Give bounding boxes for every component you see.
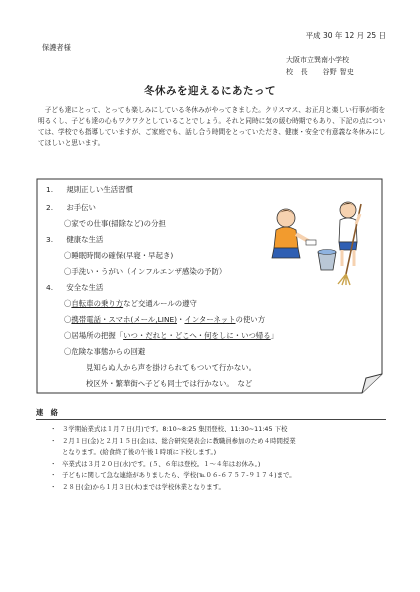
- section-4-item-4: 〇危険な事態からの回避: [64, 347, 146, 356]
- avoidance-note-2: 校区外・繁華街へ子ども同士では行かない。 など: [86, 379, 253, 388]
- bullet-mark: ・: [50, 459, 57, 468]
- whereabouts-close: 」: [270, 331, 279, 340]
- bullet-mark: ・: [50, 425, 57, 433]
- contact-item-text: 子どもに関して急な連絡がありましたら、学校(℡０６-６７５７-９１７４)まで。: [62, 471, 296, 480]
- separator-text: ・: [177, 315, 185, 324]
- section-3: [46, 234, 103, 245]
- contact-item-text: ３学期始業式は１月７日(月)です。8:10~8:25 集団登校、11:30~11:45 下校: [62, 425, 288, 433]
- section-4-item-1: [64, 298, 197, 309]
- section-1-number: 1.: [46, 185, 54, 194]
- section-4-item-3: [64, 330, 278, 341]
- document-date: 平成 30 年 12 月 25 日: [305, 31, 386, 40]
- document-title: 冬休みを迎えるにあたって: [144, 85, 276, 97]
- contact-divider: [36, 419, 386, 420]
- contact-heading: 連 絡: [36, 408, 58, 420]
- section-4: [46, 282, 103, 293]
- contact-item-text: 卒業式は３月２０日(水)です。(５、６年は登校。１～４年はお休み。): [62, 459, 261, 468]
- contact-item-continuation: となります。(給食終了後の午後１時頃に下校します。): [62, 448, 217, 457]
- avoidance-note-1: 見知らぬ人から声を掛けられてもついて行かない。: [86, 363, 256, 372]
- bullet-mark: ・: [50, 436, 57, 445]
- contact-item: [50, 436, 390, 448]
- principal-name: 校 長 谷野 智史: [286, 68, 355, 76]
- section-4-item-2: [64, 314, 265, 325]
- whereabouts-detail: いつ・だれと・どこへ・何をしに・いつ帰る: [123, 331, 271, 340]
- section-1-title: 規則正しい生活習慣: [66, 185, 133, 194]
- section-2-title: お手伝い: [66, 203, 96, 212]
- guidelines-box: [36, 178, 383, 394]
- bullet-mark: ・: [50, 471, 57, 480]
- contact-item-text: ２月１日(金)と２月１５日(金)は、総合研究発表会に教職員参加のため４時間授業: [62, 436, 296, 445]
- section-3-number: 3.: [46, 235, 54, 244]
- section-3-title: 健康な生活: [66, 235, 104, 244]
- bicycle-text: 自転車の乗り方: [71, 299, 124, 308]
- section-4-number: 4.: [46, 283, 54, 292]
- school-name: 大阪市立巽南小学校: [286, 56, 349, 64]
- contact-item: [50, 459, 390, 471]
- section-4-title: 安全な生活: [66, 283, 104, 292]
- bullet-mark: ・: [50, 482, 57, 491]
- children-cleaning-illustration: [260, 196, 370, 286]
- item-mark: 〇: [64, 299, 72, 308]
- section-2: [46, 202, 96, 213]
- section-3-item-2: 〇手洗い・うがい（インフルエンザ感染の予防）: [64, 267, 227, 276]
- contact-item: [50, 482, 390, 494]
- section-2-number: 2.: [46, 203, 54, 212]
- whereabouts-text: 〇居場所の把握「: [64, 331, 124, 340]
- phone-text: 携帯電話・スマホ(メール,LINE): [71, 315, 178, 324]
- contact-item: [50, 424, 390, 436]
- section-3-item-1: 〇睡眠時間の確保(早寝・早起き): [64, 251, 174, 260]
- contact-list: [50, 424, 390, 494]
- usage-text: の使い方: [235, 315, 266, 324]
- traffic-rules-text: など交通ルールの遵守: [123, 299, 197, 308]
- intro-paragraph: 子ども達にとって、とっても楽しみにしている冬休みがやってきました。クリスマス、お正月と楽しい行事が街を明るくし、子ども達の心もワクワクとしていることでしょう。それと同時に気の緩む時期でもあり、下記の点については、学校でも指導していますが、ご家庭でも、話し合う時間をとっていただき、健康・安全で有意義な冬休みにしてほしいと思います。: [38, 106, 386, 147]
- section-2-item-1: 〇家での仕事(掃除など)の分担: [64, 219, 166, 228]
- contact-item: [50, 470, 390, 482]
- section-1: [46, 184, 133, 195]
- internet-text: インターネット: [184, 315, 236, 324]
- addressee: 保護者様: [42, 43, 71, 52]
- item-mark: 〇: [64, 315, 72, 324]
- contact-item-text: ２８日(金)から１月３日(木)までは学校休業となります。: [62, 482, 225, 491]
